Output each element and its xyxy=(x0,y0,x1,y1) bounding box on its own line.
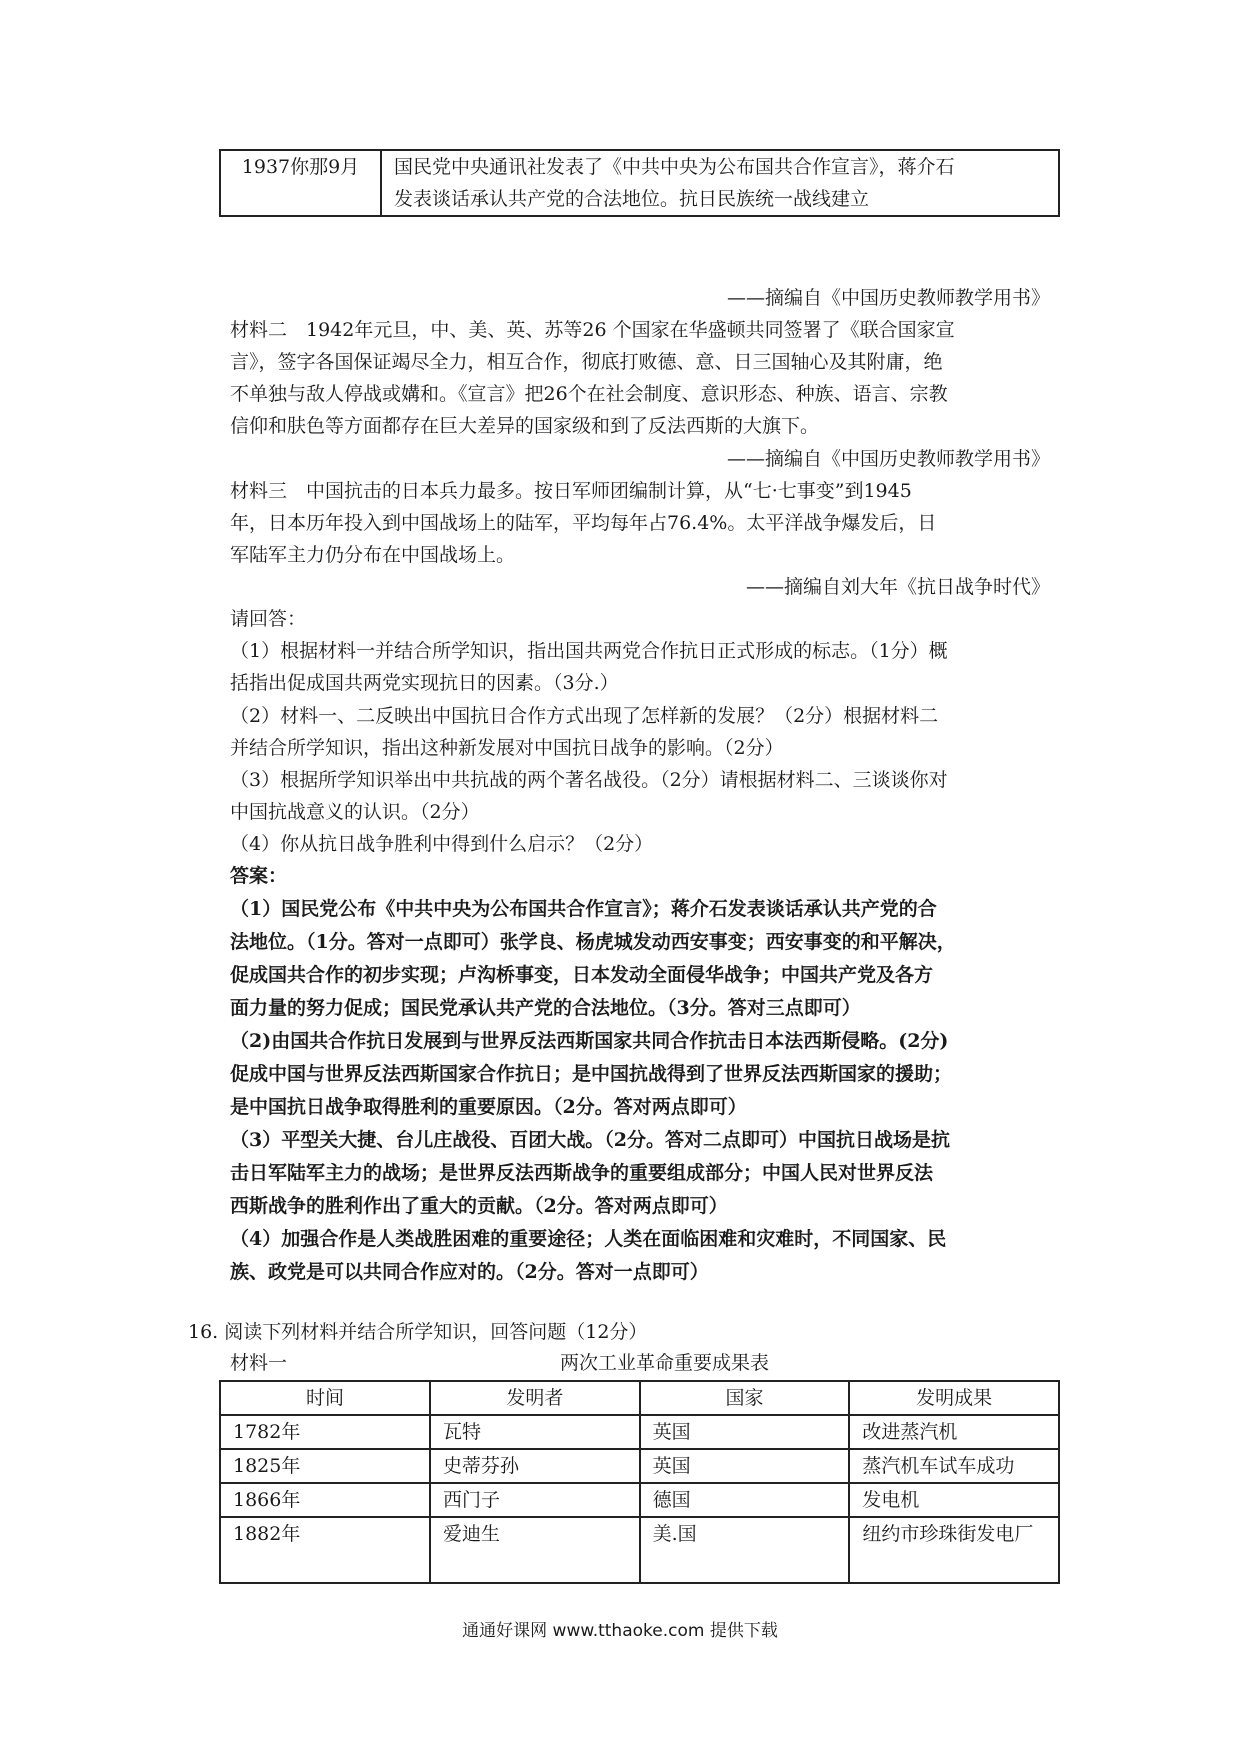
source-citation-1: ——摘编自《中国历史教师教学用书》 xyxy=(726,287,1050,309)
cell-inventor: 爱迪生 xyxy=(430,1517,640,1583)
material3-line-3: 军陆军主力仍分布在中国战场上。 xyxy=(230,544,516,566)
cell-achievement: 发电机 xyxy=(849,1483,1059,1517)
cell-country: 英国 xyxy=(640,1415,850,1449)
material2-line-4: 信仰和肤色等方面都存在巨大差异的国家级和到了反法西斯的大旗下。 xyxy=(230,415,820,437)
event-year-cell xyxy=(220,150,381,216)
table-row xyxy=(220,1517,1059,1583)
source-citation-3: ——摘编自刘大年《抗日战争时代》 xyxy=(745,576,1050,598)
answer-line: （2)由国共合作抗日发展到与世界反法西斯国家共同合作抗击日本法西斯侵略。(2分) xyxy=(230,1030,949,1052)
material3-line-1: 材料三 中国抗击的日本兵力最多。按日军师团编制计算，从“七·七事变”到1945 xyxy=(230,480,912,502)
table-title: 两次工业革命重要成果表 xyxy=(560,1352,770,1374)
table-row xyxy=(220,1483,1059,1517)
question-line: （2）材料一、二反映出中国抗日合作方式出现了怎样新的发展？（2分）根据材料二 xyxy=(230,705,939,727)
industrial-revolution-table xyxy=(219,1380,1060,1584)
header-time: 时间 xyxy=(220,1381,430,1415)
material2-line-3: 不单独与敌人停战或媾和。《宣言》把26个在社会制度、意识形态、种族、语言、宗教 xyxy=(230,383,948,405)
header-achievement: 发明成果 xyxy=(849,1381,1059,1415)
cell-inventor: 瓦特 xyxy=(430,1415,640,1449)
question-line: （1）根据材料一并结合所学知识，指出国共两党合作抗日正式形成的标志。（1分）概 xyxy=(230,640,948,662)
cell-time: 1866年 xyxy=(220,1483,430,1517)
cell-time: 1782年 xyxy=(220,1415,430,1449)
material1-label: 材料一 xyxy=(230,1352,288,1374)
answer-line: 击日军陆军主力的战场；是世界反法西斯战争的重要组成部分；中国人民对世界反法 xyxy=(230,1162,934,1184)
table-row xyxy=(220,1415,1059,1449)
answer-label: 答案： xyxy=(230,865,288,887)
answer-line: 是中国抗日战争取得胜利的重要原因。（2分。答对两点即可） xyxy=(230,1096,747,1118)
material2-line-2: 言》，签字各国保证竭尽全力，相互合作，彻底打败德、意、日三国轴心及其附庸，绝 xyxy=(230,351,943,373)
event-year: 1937你那9月 xyxy=(241,156,360,178)
cell-country: 美.国 xyxy=(640,1517,850,1583)
table-row xyxy=(220,1449,1059,1483)
cell-time: 1825年 xyxy=(220,1449,430,1483)
table-header-row xyxy=(220,1381,1059,1415)
answer-line: 族、政党是可以共同合作应对的。（2分。答对一点即可） xyxy=(230,1261,709,1283)
header-country: 国家 xyxy=(640,1381,850,1415)
answer-line: （1）国民党公布《中共中央为公布国共合作宣言》；蒋介石发表谈话承认共产党的合 xyxy=(230,898,937,920)
page-footer: 通通好课网 www.tthaoke.com 提供下载 xyxy=(462,1621,778,1641)
cell-country: 英国 xyxy=(640,1449,850,1483)
answer-line: 西斯战争的胜利作出了重大的贡献。（2分。答对两点即可） xyxy=(230,1195,728,1217)
event-desc-line-2: 发表谈话承认共产党的合法地位。抗日民族统一战线建立 xyxy=(394,188,870,210)
question-line: 括指出促成国共两党实现抗日的因素。（3分.） xyxy=(230,672,619,694)
material3-line-2: 年，日本历年投入到中国战场上的陆军，平均每年占76.4%。太平洋战争爆发后，日 xyxy=(230,512,937,534)
event-desc-cell xyxy=(381,150,1059,216)
question-line: （3）根据所学知识举出中共抗战的两个著名战役。（2分）请根据材料二、三谈谈你对 xyxy=(230,769,948,791)
answer-line: 促成国共合作的初步实现；卢沟桥事变，日本发动全面侵华战争；中国共产党及各方 xyxy=(230,964,934,986)
cell-inventor: 西门子 xyxy=(430,1483,640,1517)
source-citation-2: ——摘编自《中国历史教师教学用书》 xyxy=(726,448,1050,470)
answer-line: 面力量的努力促成；国民党承认共产党的合法地位。（3分。答对三点即可） xyxy=(230,997,861,1019)
answer-line: 法地位。（1分。答对一点即可）张学良、杨虎城发动西安事变；西安事变的和平解决， xyxy=(230,931,956,953)
answer-line: （3）平型关大捷、台儿庄战役、百团大战。（2分。答对二点即可）中国抗日战场是抗 xyxy=(230,1129,950,1151)
cell-inventor: 史蒂芬孙 xyxy=(430,1449,640,1483)
answer-line: （4）加强合作是人类战胜困难的重要途径；人类在面临困难和灾难时，不同国家、民 xyxy=(230,1228,947,1250)
header-inventor: 发明者 xyxy=(430,1381,640,1415)
question-line: （4）你从抗日战争胜利中得到什么启示？（2分） xyxy=(230,833,654,855)
cell-country: 德国 xyxy=(640,1483,850,1517)
question-line: 中国抗战意义的认识。（2分） xyxy=(230,801,480,823)
event-table xyxy=(219,149,1060,217)
cell-time: 1882年 xyxy=(220,1517,430,1583)
cell-achievement: 蒸汽机车试车成功 xyxy=(849,1449,1059,1483)
cell-achievement: 改进蒸汽机 xyxy=(849,1415,1059,1449)
answer-line: 促成中国与世界反法西斯国家合作抗日；是中国抗战得到了世界反法西斯国家的援助； xyxy=(230,1063,953,1085)
question-16-stem: 16. 阅读下列材料并结合所学知识，回答问题（12分） xyxy=(188,1321,648,1343)
material2-line-1: 材料二 1942年元旦，中、美、英、苏等26 个国家在华盛顿共同签署了《联合国家宣 xyxy=(230,319,955,341)
cell-achievement: 纽约市珍珠街发电厂 xyxy=(849,1517,1059,1583)
question-line: 并结合所学知识，指出这种新发展对中国抗日战争的影响。（2分） xyxy=(230,737,784,759)
questions-intro: 请回答： xyxy=(230,608,307,630)
event-desc-line-1: 国民党中央通讯社发表了《中共中央为公布国共合作宣言》，蒋介石 xyxy=(394,156,955,178)
